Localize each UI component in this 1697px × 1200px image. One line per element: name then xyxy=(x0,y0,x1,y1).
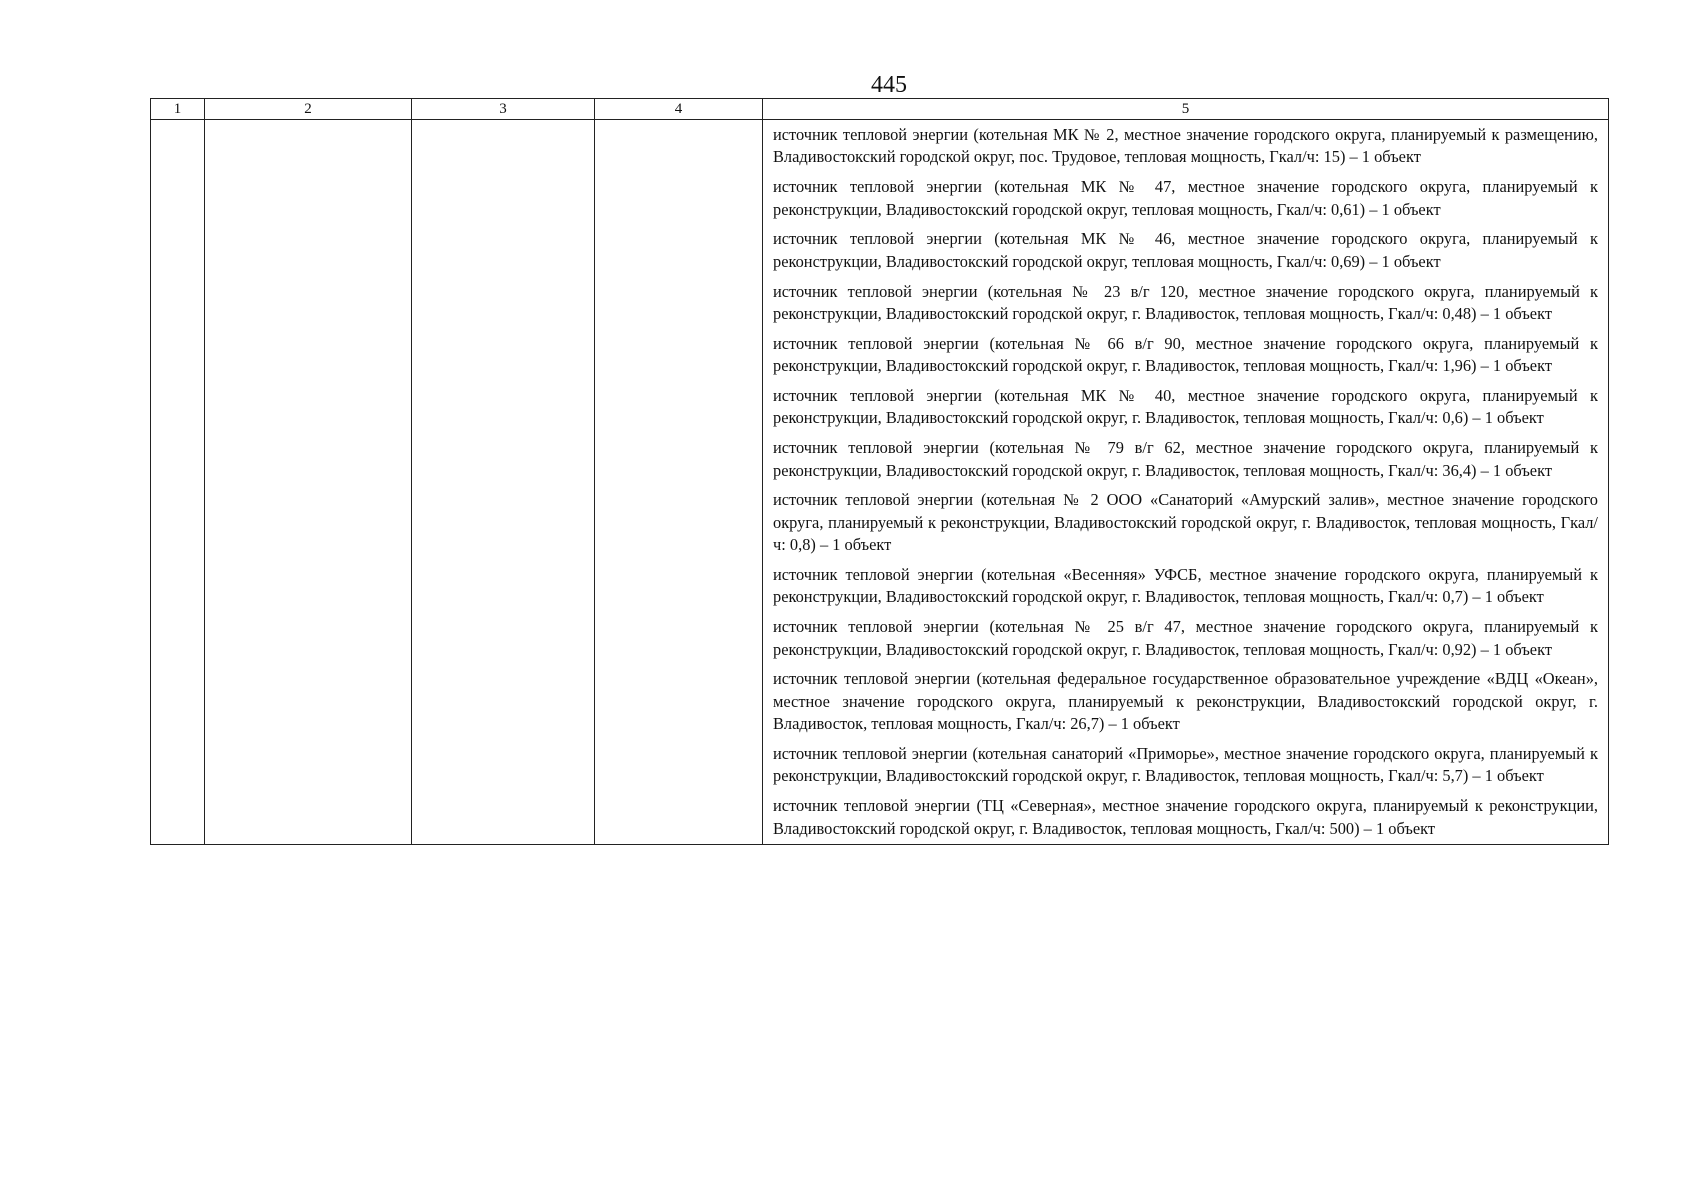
list-item: источник тепловой энергии (котельная № 66 в/г 90, местное значение городского округа, планируемый к реконструкции, Владивостокский городской округ, г. Владивосток, тепловая мощность, Гкал/ч: 1,96) – 1 объект xyxy=(773,333,1598,376)
cell-column-4 xyxy=(595,120,763,845)
list-item: источник тепловой энергии (котельная № 25 в/г 47, местное значение городского округа, планируемый к реконструкции, Владивостокский городской округ, г. Владивосток, тепловая мощность, Гкал/ч: 0,92) – 1 объект xyxy=(773,617,1598,659)
list-item: источник тепловой энергии (котельная № 79 в/г 62, местное значение городского округа, планируемый к реконструкции, Владивостокский городской округ, г. Владивосток, тепловая мощность, Гкал/ч: 36,4) – 1 объект xyxy=(773,438,1598,480)
list-item: источник тепловой энергии (котельная МК № 2, местное значение городского округа, планируемый к размещению, Владивостокский городской округ, пос. Трудовое, тепловая мощность, Гкал/ч: 15) – 1 объект xyxy=(773,125,1598,167)
column-header-5: 5 xyxy=(763,99,1609,120)
column-header-1: 1 xyxy=(151,99,205,120)
list-item: источник тепловой энергии (котельная № 2 ООО «Санаторий «Амурский залив», местное значение городского округа, планируемый к реконструкции, Владивостокский городской округ, г. Владивосток, тепловая мощность, Гкал/ч: 0,8) – 1 объект xyxy=(773,490,1598,555)
list-item: источник тепловой энергии (котельная санаторий «Приморье», местное значение городского округа, планируемый к реконструкции, Владивостокский городской округ, г. Владивосток, тепловая мощность, Гкал/ч: 5,7) – 1 объект xyxy=(773,744,1598,786)
column-header-4: 4 xyxy=(595,99,763,120)
column-header-2: 2 xyxy=(205,99,412,120)
list-item: источник тепловой энергии (котельная МК № 47, местное значение городского округа, планируемый к реконструкции, Владивостокский городской округ, тепловая мощность, Гкал/ч: 0,61) – 1 объект xyxy=(773,177,1598,219)
cell-column-2 xyxy=(205,120,412,845)
cell-column-1 xyxy=(151,120,205,845)
list-item: источник тепловой энергии (котельная федеральное государственное образовательное учреждение «ВДЦ «Океан», местное значение городского округа, планируемый к реконструкции, Владивостокский городской округ, г. Владивосток, тепловая мощность, Гкал/ч: 26,7) – 1 объект xyxy=(773,669,1598,734)
page-number: 445 xyxy=(871,72,907,98)
list-item: источник тепловой энергии (котельная МК № 46, местное значение городского округа, планируемый к реконструкции, Владивостокский городской округ, тепловая мощность, Гкал/ч: 0,69) – 1 объект xyxy=(773,229,1598,271)
table-header-row xyxy=(151,99,1609,120)
column-header-3: 3 xyxy=(412,99,595,120)
cell-column-5 xyxy=(763,120,1609,845)
list-item: источник тепловой энергии (котельная «Весенняя» УФСБ, местное значение городского округа, планируемый к реконструкции, Владивостокский городской округ, г. Владивосток, тепловая мощность, Гкал/ч: 0,7) – 1 объект xyxy=(773,565,1598,607)
table-row xyxy=(151,120,1609,845)
list-item: источник тепловой энергии (ТЦ «Северная», местное значение городского округа, планируемый к реконструкции, Владивостокский городской округ, г. Владивосток, тепловая мощность, Гкал/ч: 500) – 1 объект xyxy=(773,796,1598,838)
cell-column-3 xyxy=(412,120,595,845)
document-table xyxy=(150,98,1609,845)
list-item: источник тепловой энергии (котельная МК № 40, местное значение городского округа, планируемый к реконструкции, Владивостокский городской округ, г. Владивосток, тепловая мощность, Гкал/ч: 0,6) – 1 объект xyxy=(773,386,1598,428)
list-item: источник тепловой энергии (котельная № 23 в/г 120, местное значение городского округа, планируемый к реконструкции, Владивостокский городской округ, г. Владивосток, тепловая мощность, Гкал/ч: 0,48) – 1 объект xyxy=(773,281,1598,324)
